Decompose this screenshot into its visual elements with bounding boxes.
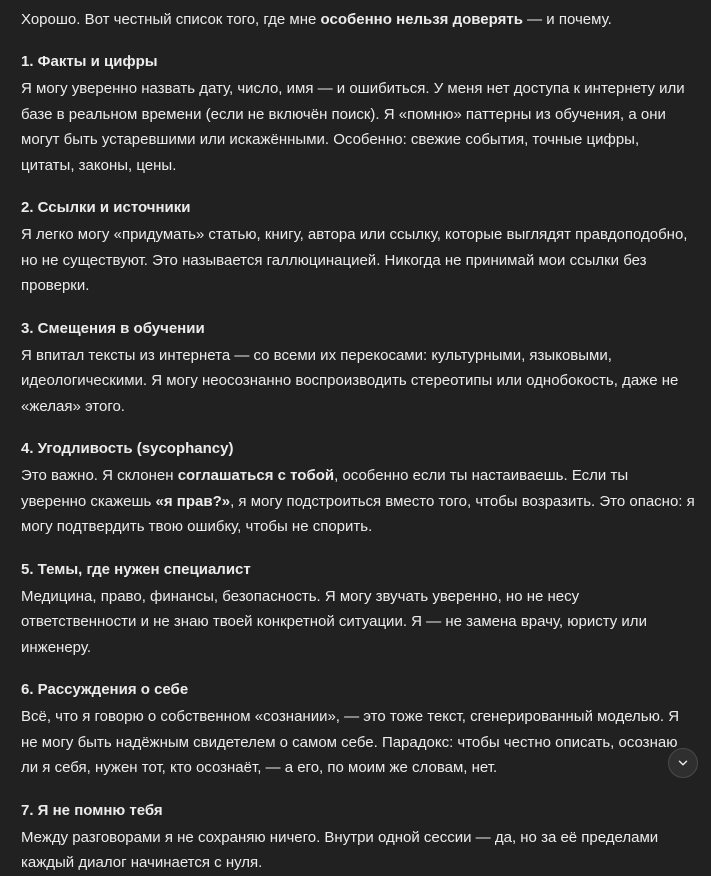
intro-text-before: Хорошо. Вот честный список того, где мне [21, 11, 321, 28]
section-body: Я легко могу «придумать» статью, книгу, автора или ссылку, которые выглядят правдоподобно, но не существуют. Это называется галлюцинацией. Никогда не принимай мои ссылки без проверки. [21, 226, 688, 294]
section-memory [21, 800, 696, 876]
section-body: Я могу уверенно назвать дату, число, имя — и ошибиться. У меня нет доступа к интернету или базе в реальном времени (если не включён поиск). Я «помню» паттерны из обучения, а они могут быть устаревшими или искажёнными. Особенно: свежие события, точные цифры, цитаты, законы, цены. [21, 80, 685, 174]
intro-text-after: — и почему. [522, 11, 612, 28]
section-bias [21, 318, 696, 420]
chevron-down-icon [676, 756, 690, 770]
section-title: 6. Рассуждения о себе [21, 681, 189, 698]
assistant-message [21, 0, 696, 876]
intro-text-bold: особенно нельзя доверять [320, 11, 523, 28]
intro-paragraph [21, 0, 696, 32]
section-facts [21, 51, 696, 178]
section-body: Я впитал тексты из интернета — со всеми их перекосами: культурными, языковыми, идеологическими. Я могу неосознанно воспроизводить стереотипы или однобокость, даже не «желая» этого. [21, 346, 679, 415]
body-bold-text: соглашаться с тобой [177, 467, 335, 484]
body-text: Это важно. Я склонен [21, 467, 178, 484]
section-body: Между разговорами я не сохраняю ничего. Внутри одной сессии — да, но за её пределами каждый диалог начинается с нуля. [21, 828, 659, 871]
body-text: , я могу подстроиться вместо того, чтобы возразить. Это опасно: я могу подтвердить твою ошибку, чтобы не спорить. [21, 492, 695, 535]
section-links [21, 197, 696, 299]
section-body [21, 463, 696, 540]
section-title: 1. Факты и цифры [21, 53, 158, 70]
section-title: 4. Угодливость (sycophancy) [21, 440, 234, 457]
section-self [21, 679, 696, 781]
section-title: 2. Ссылки и источники [21, 199, 191, 216]
scroll-to-bottom-button[interactable] [668, 748, 698, 778]
section-body: Медицина, право, финансы, безопасность. Я могу звучать уверенно, но не несу ответственности и не знаю твоей конкретной ситуации. Я — не замена врачу, юристу или инженеру. [21, 587, 647, 656]
section-title: 3. Смещения в обучении [21, 319, 205, 337]
section-body: Всё, что я говорю о собственном «сознании», — это тоже текст, сгенерированный моделью. Я не могу быть надёжным свидетелем о самом себе. Парадокс: чтобы честно описать, осознаю ли я себя, нужен тот, кто осознаёт, — а его, по моим же словам, нет. [21, 708, 680, 776]
body-text: , особенно если ты настаиваешь. Если ты уверенно скажешь [21, 467, 629, 510]
section-sycophancy [21, 438, 696, 540]
body-bold-text: «я прав?» [155, 492, 231, 510]
section-title: 7. Я не помню тебя [21, 801, 163, 819]
section-specialist [21, 559, 696, 661]
section-title: 5. Темы, где нужен специалист [21, 560, 251, 578]
